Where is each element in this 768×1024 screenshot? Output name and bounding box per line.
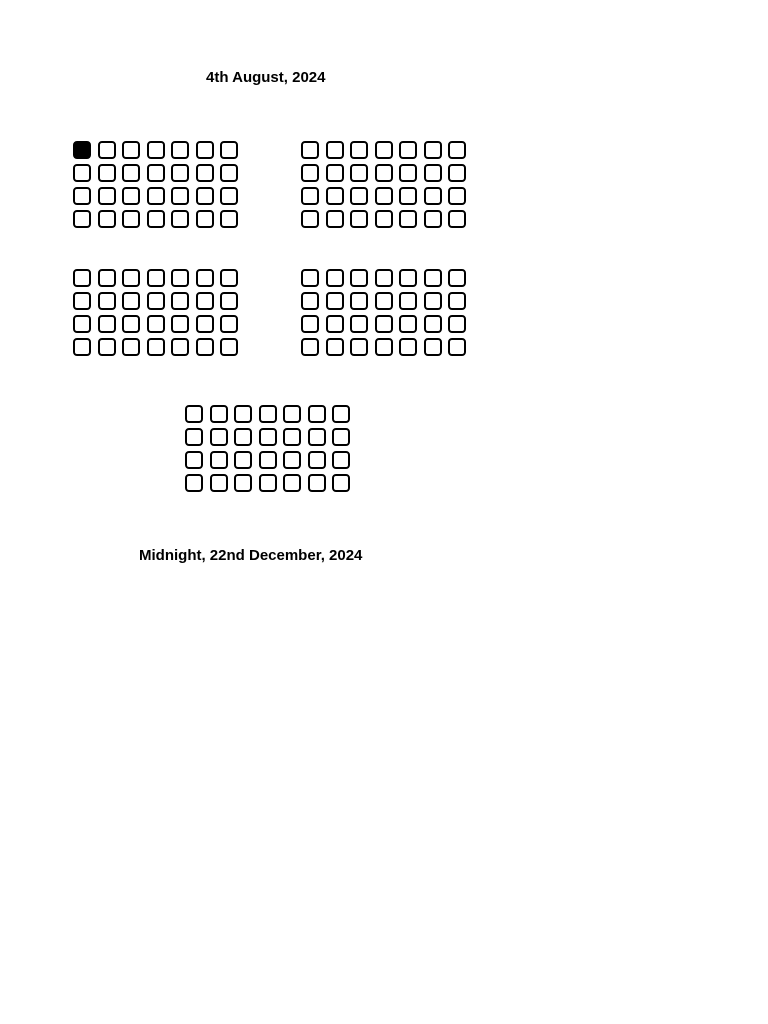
day-box <box>73 164 91 182</box>
day-box <box>147 315 165 333</box>
day-box <box>210 474 228 492</box>
day-box <box>73 210 91 228</box>
day-box <box>171 269 189 287</box>
week-block-5 <box>185 405 350 492</box>
day-box <box>301 292 319 310</box>
day-box <box>332 405 350 423</box>
day-box <box>147 187 165 205</box>
day-box <box>399 187 417 205</box>
end-date-title: Midnight, 22nd December, 2024 <box>139 547 363 564</box>
day-box <box>210 405 228 423</box>
day-box <box>350 187 368 205</box>
day-box <box>73 292 91 310</box>
day-box <box>326 315 344 333</box>
day-box <box>171 315 189 333</box>
start-date-title: 4th August, 2024 <box>206 69 326 86</box>
day-box <box>196 187 214 205</box>
day-box <box>185 405 203 423</box>
day-box <box>171 187 189 205</box>
day-box <box>448 210 466 228</box>
day-box <box>332 451 350 469</box>
day-box <box>147 292 165 310</box>
day-box <box>448 269 466 287</box>
day-box <box>308 474 326 492</box>
day-box <box>220 187 238 205</box>
day-box <box>326 164 344 182</box>
day-box <box>399 292 417 310</box>
day-box-filled <box>73 141 91 159</box>
day-box <box>196 269 214 287</box>
day-box <box>326 210 344 228</box>
day-box <box>375 315 393 333</box>
day-box <box>424 338 442 356</box>
day-box <box>98 164 116 182</box>
day-box <box>424 315 442 333</box>
day-box <box>283 474 301 492</box>
day-box <box>448 338 466 356</box>
day-box <box>399 210 417 228</box>
day-box <box>350 269 368 287</box>
day-box <box>399 338 417 356</box>
day-box <box>350 141 368 159</box>
day-box <box>375 187 393 205</box>
day-box <box>301 338 319 356</box>
day-box <box>259 405 277 423</box>
day-box <box>308 405 326 423</box>
day-box <box>196 292 214 310</box>
day-box <box>122 187 140 205</box>
day-box <box>147 141 165 159</box>
day-box <box>326 141 344 159</box>
day-box <box>185 428 203 446</box>
day-box <box>308 451 326 469</box>
day-box <box>283 451 301 469</box>
day-box <box>122 269 140 287</box>
day-box <box>220 315 238 333</box>
day-box <box>122 315 140 333</box>
day-box <box>301 210 319 228</box>
day-box <box>448 187 466 205</box>
day-box <box>122 292 140 310</box>
day-box <box>350 292 368 310</box>
week-block-1 <box>73 141 238 228</box>
week-block-3 <box>73 269 238 356</box>
day-box <box>375 338 393 356</box>
day-box <box>448 141 466 159</box>
day-box <box>301 187 319 205</box>
day-box <box>424 292 442 310</box>
day-box <box>147 269 165 287</box>
day-box <box>73 269 91 287</box>
day-box <box>171 164 189 182</box>
day-box <box>234 474 252 492</box>
day-box <box>332 428 350 446</box>
day-box <box>375 141 393 159</box>
day-box <box>220 141 238 159</box>
day-box <box>196 164 214 182</box>
day-box <box>196 210 214 228</box>
day-box <box>220 338 238 356</box>
day-box <box>147 210 165 228</box>
day-box <box>147 164 165 182</box>
day-box <box>234 451 252 469</box>
day-box <box>220 164 238 182</box>
day-box <box>196 315 214 333</box>
week-block-4 <box>301 269 466 356</box>
day-box <box>350 338 368 356</box>
day-box <box>234 405 252 423</box>
day-box <box>424 141 442 159</box>
day-box <box>308 428 326 446</box>
day-box <box>326 338 344 356</box>
day-box <box>234 428 252 446</box>
day-box <box>196 338 214 356</box>
day-box <box>332 474 350 492</box>
day-box <box>399 269 417 287</box>
day-box <box>98 210 116 228</box>
day-box <box>98 338 116 356</box>
day-box <box>171 292 189 310</box>
day-box <box>98 292 116 310</box>
day-box <box>122 164 140 182</box>
day-box <box>210 428 228 446</box>
day-box <box>73 315 91 333</box>
day-box <box>171 338 189 356</box>
day-box <box>448 315 466 333</box>
day-box <box>399 164 417 182</box>
day-box <box>171 210 189 228</box>
day-box <box>98 315 116 333</box>
week-block-2 <box>301 141 466 228</box>
day-box <box>220 292 238 310</box>
day-box <box>283 428 301 446</box>
day-box <box>326 269 344 287</box>
day-box <box>375 210 393 228</box>
day-box <box>185 474 203 492</box>
day-box <box>301 315 319 333</box>
day-box <box>185 451 203 469</box>
day-box <box>122 210 140 228</box>
day-box <box>326 187 344 205</box>
day-box <box>147 338 165 356</box>
day-box <box>122 141 140 159</box>
day-box <box>98 269 116 287</box>
day-box <box>283 405 301 423</box>
day-box <box>301 269 319 287</box>
day-box <box>210 451 228 469</box>
day-box <box>220 210 238 228</box>
day-box <box>326 292 344 310</box>
day-box <box>171 141 189 159</box>
day-box <box>375 269 393 287</box>
day-box <box>350 315 368 333</box>
day-box <box>98 187 116 205</box>
day-box <box>424 210 442 228</box>
day-box <box>220 269 238 287</box>
day-box <box>448 292 466 310</box>
day-box <box>259 474 277 492</box>
day-box <box>375 164 393 182</box>
day-box <box>98 141 116 159</box>
day-box <box>375 292 393 310</box>
day-box <box>424 164 442 182</box>
day-box <box>259 451 277 469</box>
day-box <box>399 315 417 333</box>
day-box <box>424 187 442 205</box>
day-box <box>448 164 466 182</box>
day-box <box>399 141 417 159</box>
day-box <box>259 428 277 446</box>
day-box <box>301 164 319 182</box>
day-box <box>73 338 91 356</box>
day-box <box>424 269 442 287</box>
day-box <box>301 141 319 159</box>
day-box <box>350 164 368 182</box>
day-box <box>196 141 214 159</box>
day-box <box>73 187 91 205</box>
day-box <box>122 338 140 356</box>
day-box <box>350 210 368 228</box>
